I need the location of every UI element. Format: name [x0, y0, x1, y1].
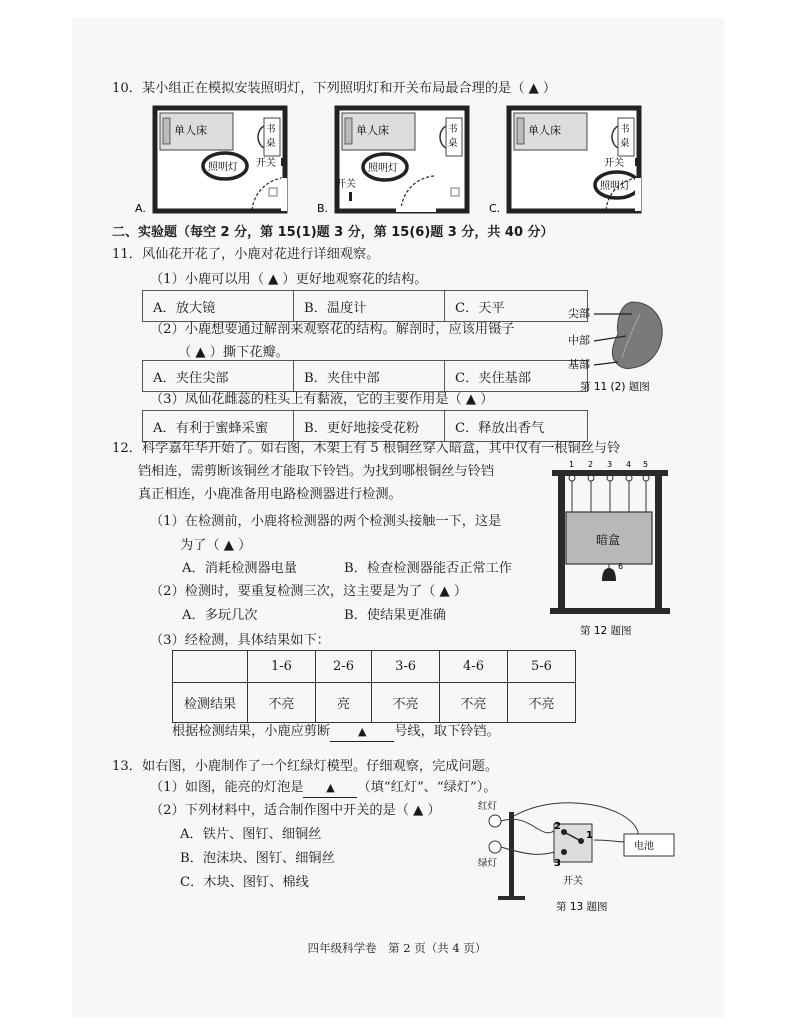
- q12-result-table: [172, 650, 576, 723]
- lamp-label-c: 照明灯: [600, 181, 630, 192]
- q11-p3-opt-b: B．更好地接受花粉: [294, 411, 445, 442]
- q11-part1: （1）小鹿可以用（ ▲ ）更好地观察花的结构。: [150, 272, 428, 287]
- option-a-label: A.: [135, 202, 146, 215]
- q13-stem: 13．如右图，小鹿制作了一个红绿灯模型。仔细观察，完成问题。: [112, 759, 499, 774]
- bed-label-a: 单人床: [174, 124, 207, 137]
- wire-num-5: 5: [643, 460, 649, 469]
- q11-p2-opt-a: A．夹住尖部: [143, 361, 294, 392]
- lamp-label-b: 照明灯: [368, 163, 398, 174]
- q11-p2-opt-c: C．夹住基部: [445, 361, 588, 392]
- q13-part2: （2）下列材料中，适合制作图中开关的是（ ▲ ）: [150, 803, 441, 818]
- petal-base-label: 基部: [568, 358, 590, 371]
- table-header-4-6: 4-6: [440, 651, 508, 683]
- q13-opt-c: C．木块、图钉、棉线: [180, 875, 309, 890]
- desk-label-c-1: 书: [620, 124, 630, 135]
- q11-p1-opt-b: B．温度计: [294, 291, 445, 322]
- q11-part2-line1: （2）小鹿想要通过解剖来观察花的结构。解剖时，应该用镊子: [150, 322, 515, 337]
- desk-label-a-1: 书: [266, 124, 276, 135]
- red-light-label: 红灯: [478, 801, 498, 812]
- option-b-label: B.: [317, 202, 329, 215]
- q11-options-table-1: [142, 290, 588, 322]
- q12-p1-opt-b: B．检查检测器能否正常工作: [344, 561, 512, 576]
- room-diagram-c: [486, 104, 664, 216]
- battery-label: 电池: [634, 841, 654, 852]
- petal-caption: 第 11 (2) 题图: [580, 381, 650, 393]
- section2-title: 二、实验题（每空 2 分，第 15(1)题 3 分，第 15(6)题 3 分，共 40 分）: [112, 225, 554, 240]
- bell-num-6: 6: [618, 562, 624, 571]
- q11-p1-opt-c: C．天平: [445, 291, 588, 322]
- q11-p1-opt-a: A．放大镜: [143, 291, 294, 322]
- dark-box-label: 暗盒: [596, 533, 621, 547]
- desk-label-a-2: 桌: [266, 138, 276, 149]
- q12-p2-opt-b: B．使结果更准确: [344, 608, 447, 623]
- q11-p2-opt-b: B．夹住中部: [294, 361, 445, 392]
- q11-stem: 11．风仙花开花了，小鹿对花进行详细观察。: [112, 247, 380, 262]
- red-bulb-icon: [489, 815, 501, 827]
- q12-line2: 铛相连，需剪断该铜丝才能取下铃铛。为找到哪根铜丝与铃铛: [138, 464, 495, 479]
- q12-line3: 真正相连，小鹿准备用电路检测器进行检测。: [138, 487, 402, 502]
- q12-fig-caption: 第 12 题图: [580, 625, 632, 637]
- q11-p3-opt-a: A．有利于蜜蜂采蜜: [143, 411, 294, 442]
- bell-icon: [602, 568, 616, 581]
- q12-part1-line1: （1）在检测前，小鹿将检测器的两个检测头接触一下，这是: [150, 514, 502, 529]
- table-header-empty: [173, 651, 248, 683]
- desk-label-c-2: 桌: [620, 138, 630, 149]
- q11-options-table-3: [142, 410, 588, 442]
- wooden-frame-figure: [546, 456, 676, 642]
- table-row-label: 检测结果: [173, 683, 248, 723]
- switch-label-q13: 开关: [563, 876, 583, 887]
- petal-middle-label: 中部: [568, 334, 590, 347]
- q13-fig-caption: 第 13 题图: [556, 901, 608, 913]
- table-cell-4-6: 不亮: [440, 683, 508, 723]
- table-header-3-6: 3-6: [372, 651, 440, 683]
- q12-line1: 12．科学嘉年华开始了。如右图，木架上有 5 根铜丝穿入暗盒，其中仅有一根铜丝与铃: [112, 441, 621, 456]
- wire-num-2: 2: [588, 460, 594, 469]
- petal-figure: [560, 296, 670, 396]
- switch-label-c: 开关: [604, 158, 624, 169]
- table-cell-2-6: 亮: [315, 683, 371, 723]
- green-bulb-icon: [489, 841, 501, 853]
- q12-part1-line2: 为了（ ▲ ）: [180, 538, 252, 553]
- q12-answer-blank: ▲: [330, 723, 394, 742]
- table-header-2-6: 2-6: [315, 651, 371, 683]
- q13-part1-post: （填“红灯”、“绿灯”）。: [357, 780, 497, 795]
- q13-part1: [150, 779, 497, 798]
- bed-label-b: 单人床: [356, 124, 389, 137]
- petal-tip-label: 尖部: [568, 307, 590, 320]
- q12-part3: （3）经检测，具体结果如下：: [150, 633, 330, 648]
- lamp-label-a: 照明灯: [208, 162, 238, 173]
- wire-num-1: 1: [569, 460, 575, 469]
- switch-label-b: 开关: [336, 179, 356, 190]
- q12-p1-opt-a: A．消耗检测器电量: [182, 561, 298, 576]
- q12-conclusion-post: 号线，取下铃铛。: [394, 724, 500, 739]
- table-header-5-6: 5-6: [507, 651, 575, 683]
- page-footer: 四年级科学卷 第 2 页（共 4 页）: [307, 941, 487, 955]
- q12-conclusion-pre: 根据检测结果，小鹿应剪断: [172, 724, 331, 739]
- wire-num-3: 3: [607, 460, 613, 469]
- desk-label-b-1: 书: [448, 124, 458, 135]
- table-cell-1-6: 不亮: [248, 683, 316, 723]
- wire-num-4: 4: [626, 460, 632, 469]
- table-header-1-6: 1-6: [248, 651, 316, 683]
- contact-2-label: 2: [554, 821, 561, 832]
- q11-part2-line2: （ ▲ ）撕下花瓣。: [178, 345, 289, 360]
- switch-label-a: 开关: [256, 158, 276, 169]
- table-cell-3-6: 不亮: [372, 683, 440, 723]
- room-diagram-b: [314, 104, 492, 216]
- option-c-label: C.: [489, 202, 501, 215]
- q11-options-table-2: [142, 360, 588, 392]
- table-cell-5-6: 不亮: [507, 683, 575, 723]
- q12-part2: （2）检测时，要重复检测三次，这主要是为了（ ▲ ）: [150, 584, 468, 599]
- bed-label-c: 单人床: [528, 124, 561, 137]
- q12-p2-opt-a: A．多玩几次: [182, 608, 258, 623]
- desk-label-b-2: 桌: [448, 138, 458, 149]
- q10-stem: 10．某小组正在模拟安装照明灯，下列照明灯和开关布局最合理的是（ ▲ ）: [112, 81, 557, 96]
- q11-p3-opt-c: C．释放出香气: [445, 411, 588, 442]
- traffic-light-circuit: [470, 796, 696, 920]
- q11-part3: （3）凤仙花雌蕊的柱头上有黏液，它的主要作用是（ ▲ ）: [150, 392, 494, 407]
- q13-opt-a: A．铁片、图钉、细铜丝: [180, 827, 322, 842]
- q12-conclusion: [172, 723, 500, 742]
- contact-3-label: 3: [554, 858, 561, 869]
- room-diagram-a: [132, 104, 310, 216]
- q13-part1-pre: （1）如图，能亮的灯泡是: [150, 780, 304, 795]
- contact-1-label: 1: [586, 830, 593, 841]
- green-light-label: 绿灯: [478, 858, 498, 869]
- q13-answer-blank: ▲: [303, 779, 357, 798]
- q13-opt-b: B．泡沫块、图钉、细铜丝: [180, 851, 335, 866]
